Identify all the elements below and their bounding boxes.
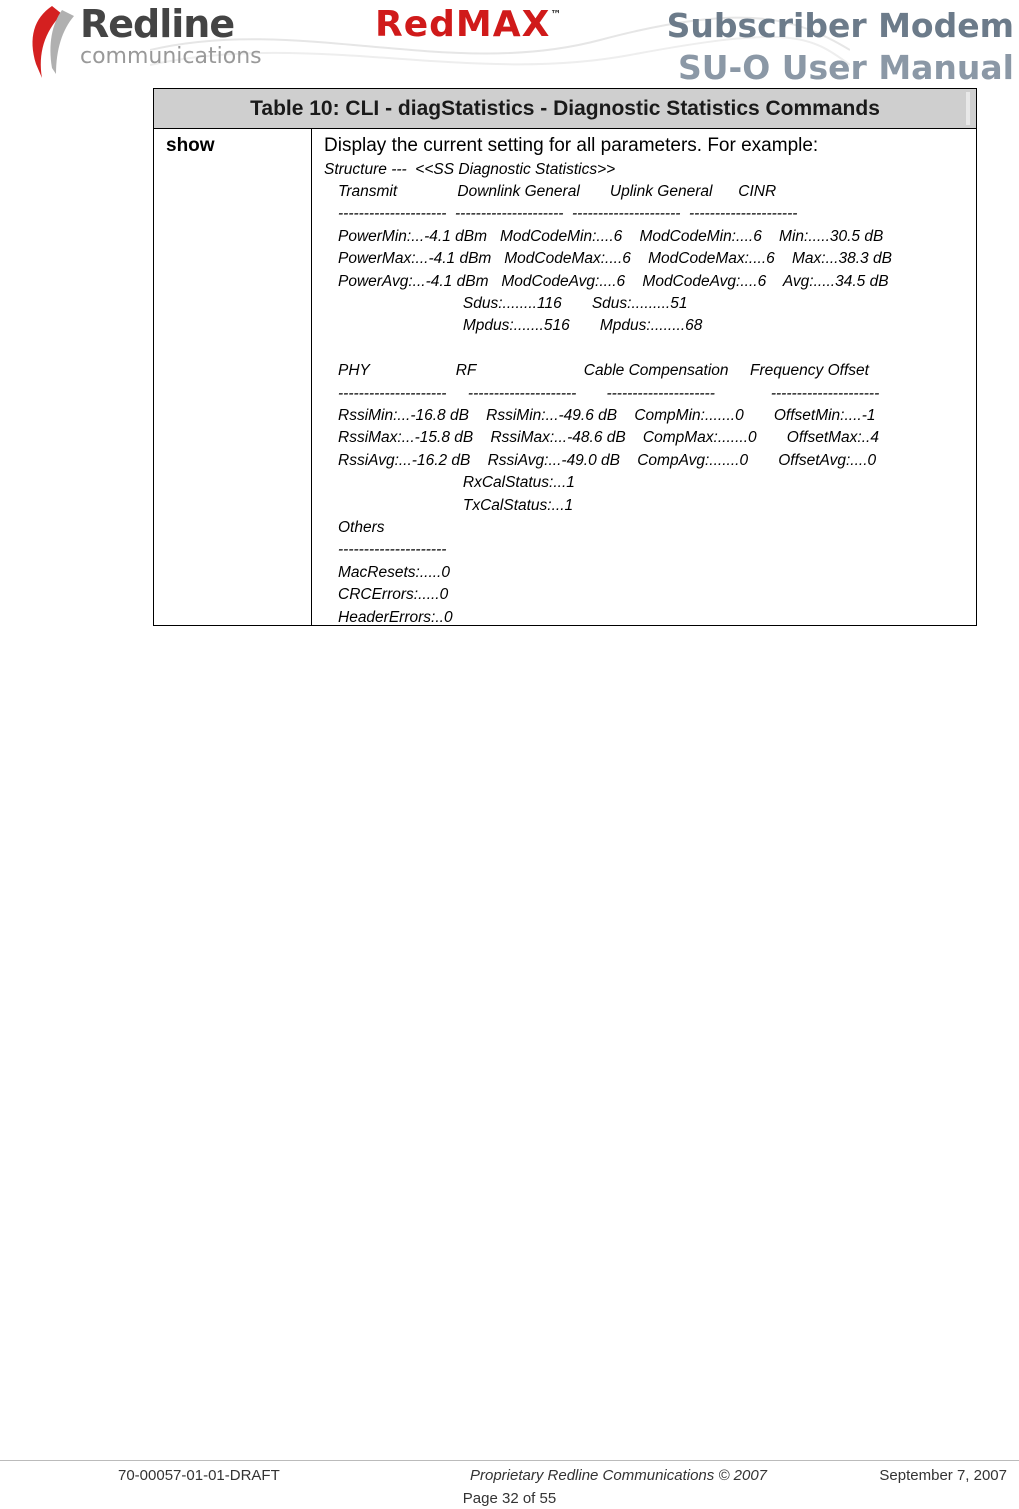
cli-output-line: Others: [338, 519, 385, 536]
cli-output-line: PHY RF Cable Compensation Frequency Offset: [338, 362, 869, 380]
manual-title-line2: SU-O User Manual: [677, 48, 1014, 87]
logo-subtitle: communications: [80, 44, 262, 69]
brand-tm: ™: [550, 8, 563, 21]
redmax-brand: [375, 4, 562, 45]
brand-red: Red: [375, 4, 456, 45]
structure-line: Structure --- <<SS Diagnostic Statistics>>: [324, 161, 616, 178]
cli-output-line: PowerMin:...-4.1 dBm ModCodeMin:....6 ModCodeMin:....6 Min:.....30.5 dB: [338, 227, 884, 245]
cli-output-line: Sdus:........116 Sdus:.........51: [338, 295, 688, 312]
table-caption-text: Table 10: CLI - diagStatistics - Diagnostic Statistics Commands: [250, 97, 880, 120]
column-divider: [311, 129, 312, 625]
table-caption: [154, 89, 976, 129]
command-name: show: [166, 135, 215, 156]
footer-rule: [0, 1460, 1019, 1461]
cli-output-line: --------------------- --------------------- --------------------- ---------------------: [338, 384, 880, 402]
cli-output-line: PowerMax:...-4.1 dBm ModCodeMax:....6 ModCodeMax:....6 Max:...38.3 dB: [338, 250, 892, 268]
cli-output-line: CRCErrors:.....0: [338, 586, 449, 604]
command-description: Display the current setting for all parameters. For example:: [324, 135, 819, 156]
cli-output-line: MacResets:.....0: [338, 563, 450, 581]
footer-date: September 7, 2007: [879, 1467, 1007, 1484]
footer-page-number: Page 32 of 55: [462, 1490, 557, 1507]
footer-copyright: Proprietary Redline Communications © 2007: [470, 1467, 768, 1484]
cli-output-line: RxCalStatus:...1: [338, 474, 575, 492]
cli-output-line: ---------------------: [338, 541, 447, 559]
manual-title-line1: Subscriber Modem: [666, 6, 1014, 45]
redline-mark-icon: [22, 4, 78, 80]
cli-output-line: Transmit Downlink General Uplink General CINR: [338, 183, 777, 200]
caption-edge: [966, 92, 970, 125]
logo-wordmark: Redline: [80, 2, 235, 46]
diag-statistics-table: [153, 88, 977, 626]
cli-output-line: HeaderErrors:..0: [338, 608, 453, 626]
redline-logo: [22, 0, 262, 80]
cli-output-line: RssiAvg:...-16.2 dB RssiAvg:...-49.0 dB CompAvg:.......0 OffsetAvg:....0: [338, 451, 877, 469]
footer-doc-id: 70-00057-01-01-DRAFT: [118, 1467, 280, 1484]
cli-output-line: RssiMax:...-15.8 dB RssiMax:...-48.6 dB CompMax:.......0 OffsetMax:..4: [338, 429, 879, 447]
brand-max: MAX: [455, 4, 551, 45]
cli-output-line: PowerAvg:...-4.1 dBm ModCodeAvg:....6 ModCodeAvg:....6 Avg:.....34.5 dB: [338, 272, 889, 290]
page-header: [0, 0, 1019, 86]
cli-output-line: --------------------- --------------------- --------------------- ---------------------: [338, 205, 798, 223]
cli-output-line: TxCalStatus:...1: [338, 496, 574, 514]
cli-output-line: Mpdus:.......516 Mpdus:........68: [338, 317, 703, 335]
cli-output-line: RssiMin:...-16.8 dB RssiMin:...-49.6 dB CompMin:.......0 OffsetMin:....-1: [338, 407, 876, 424]
